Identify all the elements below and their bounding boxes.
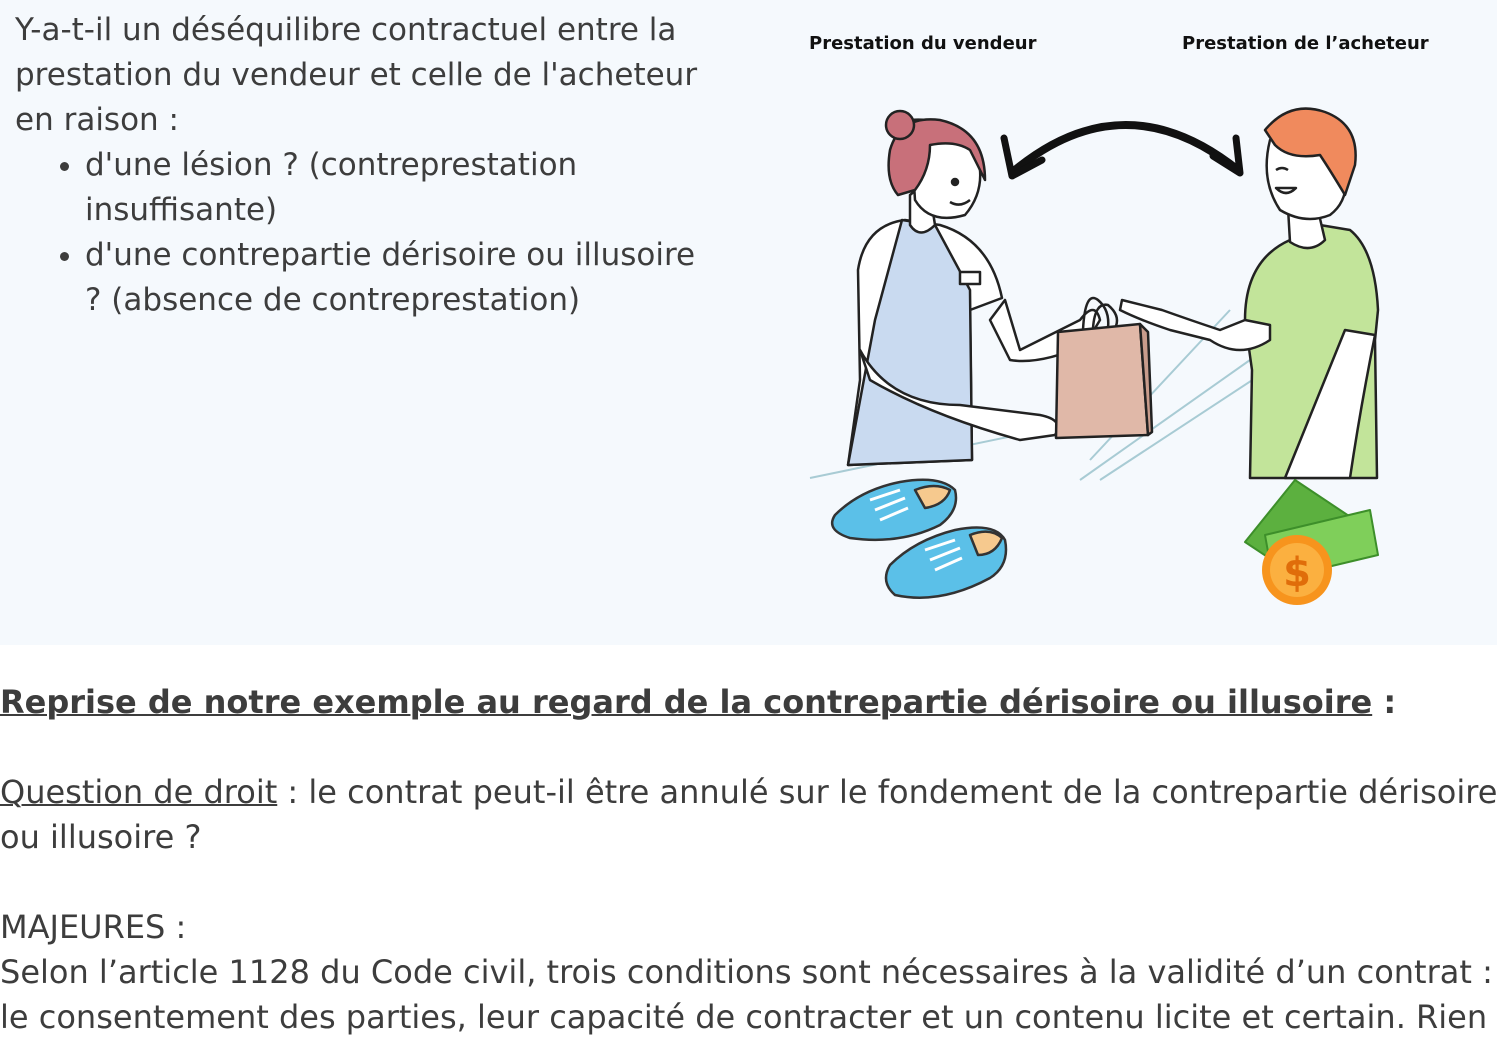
question-label: Question de droit bbox=[0, 773, 278, 811]
bullet-lesion: • d'une lésion ? (contreprestation insuffisante) bbox=[85, 143, 715, 233]
section-heading-suffix: : bbox=[1372, 683, 1397, 721]
exchange-illustration bbox=[790, 20, 1440, 620]
exchange-arrow-icon bbox=[1004, 125, 1240, 176]
seller-label: Prestation du vendeur bbox=[809, 33, 1037, 54]
majeures-text: Selon l’article 1128 du Code civil, trois conditions sont nécessaires à la validité d’un contrat : le consentement des parties, leur capacité de contracter et un contenu licite et certain. Rien bbox=[0, 953, 1493, 1036]
section-heading bbox=[0, 680, 1500, 725]
bullet-list bbox=[15, 143, 715, 323]
exchange-drawing bbox=[790, 20, 1440, 620]
shoes-icon bbox=[832, 480, 1006, 598]
buyer-label: Prestation de l’acheteur bbox=[1182, 33, 1429, 54]
question-text: Y-a-t-il un déséquilibre contractuel entre la prestation du vendeur et celle de l'acheteur en raison : bbox=[15, 12, 698, 138]
coin-symbol: $ bbox=[1283, 550, 1311, 596]
coin-icon bbox=[1262, 535, 1332, 605]
bullet-contrepartie: • d'une contrepartie dérisoire ou illusoire ? (absence de contreprestation) bbox=[85, 233, 715, 323]
question-content: : le contrat peut-il être annulé sur le fondement de la contrepartie dérisoire ou illusoire ? bbox=[0, 773, 1498, 856]
question-block bbox=[15, 8, 715, 323]
question-de-droit bbox=[0, 770, 1500, 860]
majeures-label: MAJEURES : bbox=[0, 908, 187, 946]
section-heading-text: Reprise de notre exemple au regard de la contrepartie dérisoire ou illusoire bbox=[0, 683, 1373, 721]
analysis-text bbox=[0, 680, 1500, 1040]
buyer-figure bbox=[1120, 109, 1378, 478]
